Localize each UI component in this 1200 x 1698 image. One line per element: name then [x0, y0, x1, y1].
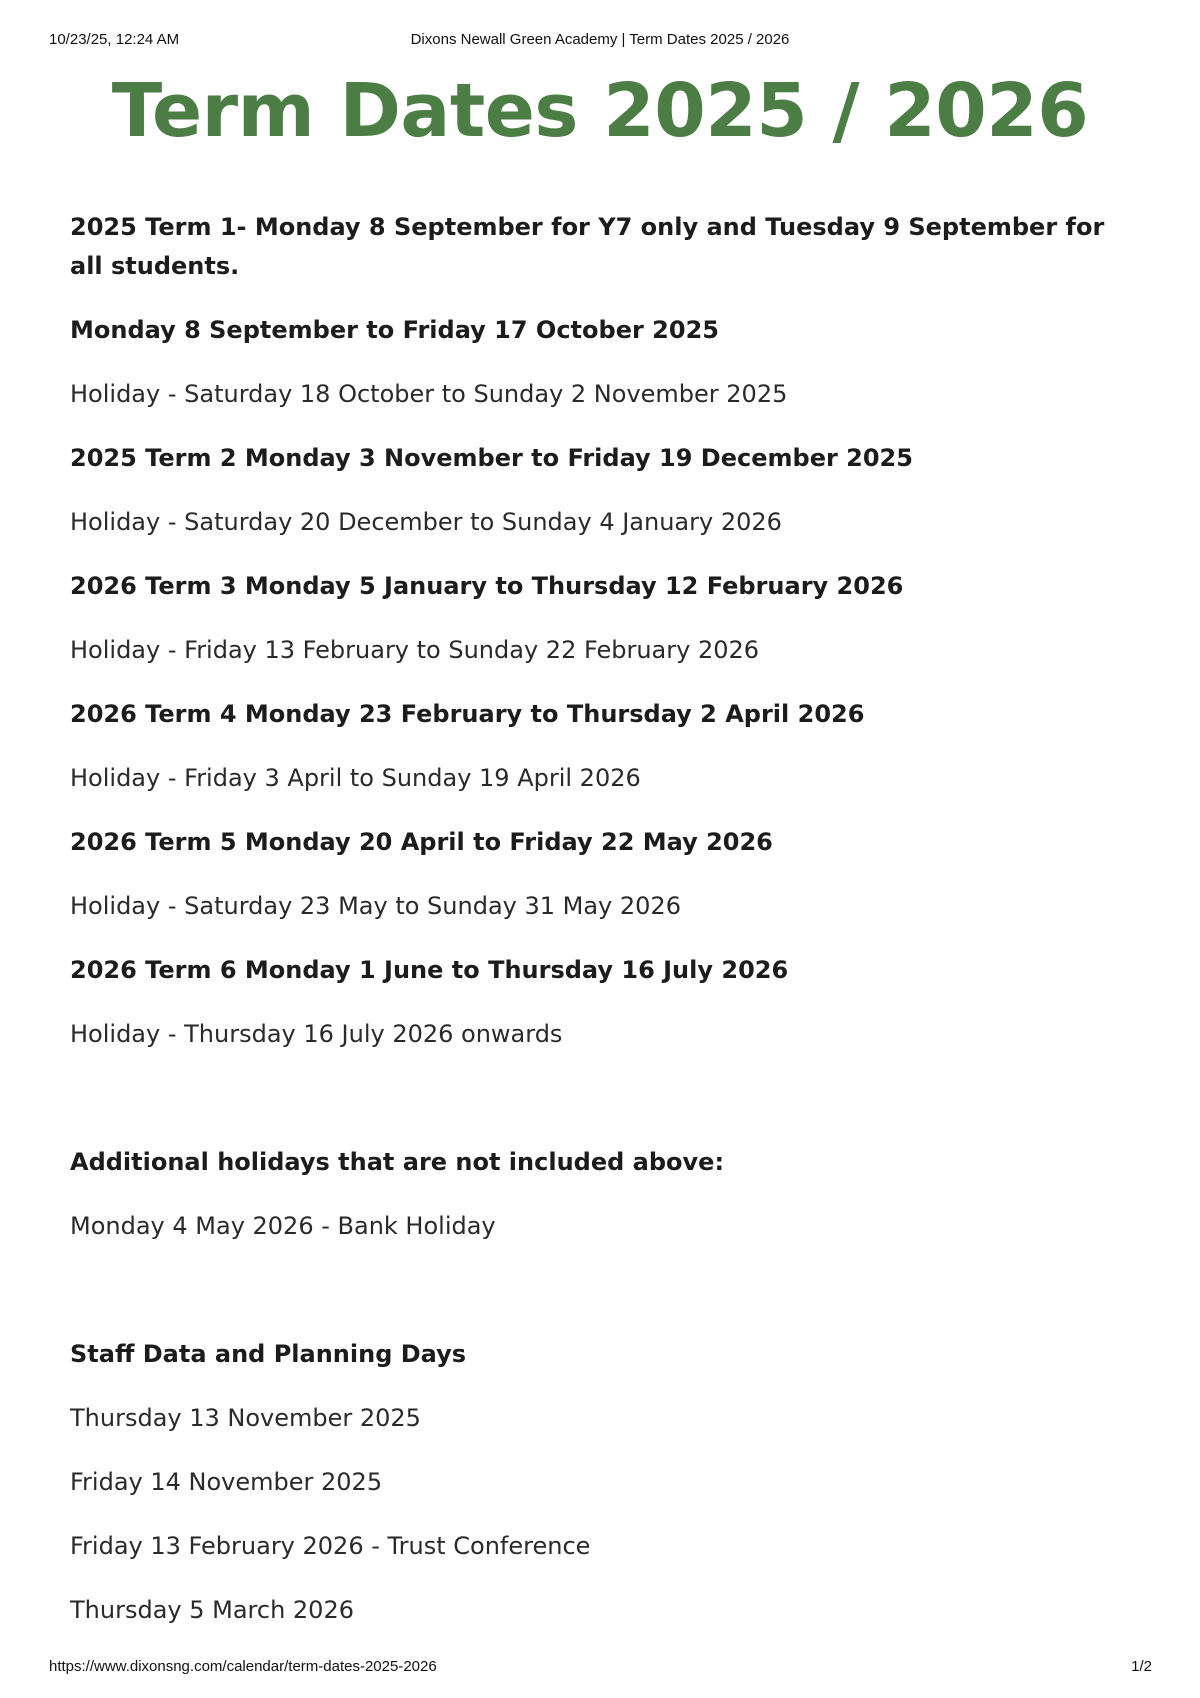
term-2-holiday: Holiday - Saturday 20 December to Sunday 4 January 2026	[70, 508, 782, 536]
term-1-dates: Monday 8 September to Friday 17 October 2025	[70, 316, 719, 344]
additional-holiday-item: Monday 4 May 2026 - Bank Holiday	[70, 1212, 496, 1240]
term-2-heading: 2025 Term 2 Monday 3 November to Friday 19 December 2025	[70, 444, 913, 472]
term-6-holiday: Holiday - Thursday 16 July 2026 onwards	[70, 1020, 563, 1048]
staff-days-heading: Staff Data and Planning Days	[70, 1340, 467, 1368]
staff-day-item: Friday 13 February 2026 - Trust Conference	[70, 1532, 591, 1560]
term-6-heading: 2026 Term 6 Monday 1 June to Thursday 16 July 2026	[70, 956, 789, 984]
term-1-holiday: Holiday - Saturday 18 October to Sunday 2 November 2025	[70, 380, 788, 408]
term-4-holiday: Holiday - Friday 3 April to Sunday 19 April 2026	[70, 764, 641, 792]
term-4-heading: 2026 Term 4 Monday 23 February to Thursday 2 April 2026	[70, 700, 865, 728]
print-doc-title: Dixons Newall Green Academy | Term Dates 2025 / 2026	[410, 31, 790, 48]
print-url: https://www.dixonsng.com/calendar/term-dates-2025-2026	[49, 1658, 437, 1675]
print-footer	[49, 1658, 1152, 1678]
page-number: 1/2	[1131, 1658, 1152, 1675]
term-3-heading: 2026 Term 3 Monday 5 January to Thursday 12 February 2026	[70, 572, 904, 600]
term-1-heading: 2025 Term 1- Monday 8 September for Y7 only and Tuesday 9 September for all students.	[70, 213, 1105, 280]
additional-holidays-heading: Additional holidays that are not included above:	[70, 1148, 725, 1176]
staff-day-item: Friday 14 November 2025	[70, 1468, 383, 1496]
term-5-heading: 2026 Term 5 Monday 20 April to Friday 22 May 2026	[70, 828, 773, 856]
staff-day-item: Thursday 5 March 2026	[70, 1596, 354, 1624]
term-dates-content	[70, 208, 1120, 1630]
term-3-holiday: Holiday - Friday 13 February to Sunday 22 February 2026	[70, 636, 760, 664]
page-title: Term Dates 2025 / 2026	[111, 68, 1089, 154]
staff-day-item: Thursday 13 November 2025	[70, 1404, 421, 1432]
term-5-holiday: Holiday - Saturday 23 May to Sunday 31 May 2026	[70, 892, 681, 920]
print-header	[49, 31, 1151, 51]
print-datetime: 10/23/25, 12:24 AM	[49, 31, 180, 48]
